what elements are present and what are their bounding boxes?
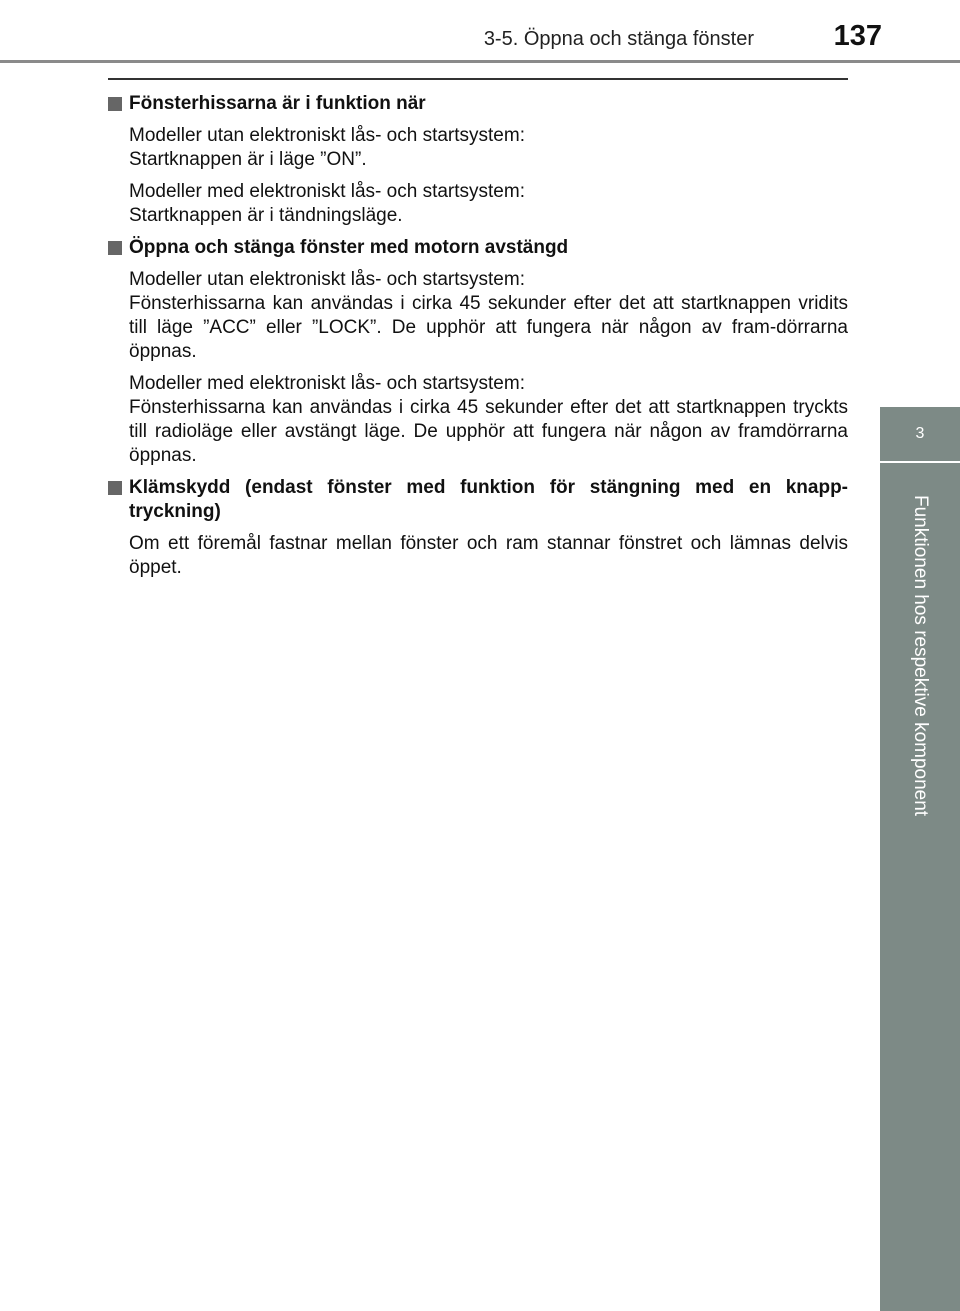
square-bullet-icon [108,241,122,255]
section-heading: Öppna och stänga fönster med motorn avstängd [108,236,848,260]
page-header [0,0,960,60]
section-heading: Fönsterhissarna är i funktion när [108,92,848,116]
paragraph: Om ett föremål fastnar mellan fönster och ram stannar fönstret och lämnas delvis öppet. [129,533,848,578]
header-rule [0,60,960,63]
section-jam-protection [108,476,848,580]
header-title: 3-5. Öppna och stänga fönster [483,28,754,50]
section-window-function [108,92,848,228]
section-engine-off [108,236,848,468]
square-bullet-icon [108,481,122,495]
content [108,92,848,588]
section-heading: Klämskydd (endast fönster med funktion för stängning med en knapp-tryckning) [108,476,848,524]
paragraph: Modeller med elektroniskt lås- och startsystem: Fönsterhissarna kan användas i cirka 45 sekunder efter det att startknappen tryckts till radioläge eller avstängt läge. De upphör att fungera när någon av framdörrarna öppnas. [129,373,848,466]
chapter-tab: 3 [880,407,960,461]
page-number: 137 [833,20,882,52]
chapter-label: Funktionen hos respektive komponent [910,495,931,817]
paragraph: Modeller med elektroniskt lås- och startsystem: Startknappen är i tändningsläge. [129,181,525,226]
section-rule [108,78,848,80]
paragraph: Modeller utan elektroniskt lås- och startsystem: Fönsterhissarna kan användas i cirka 45 sekunder efter det att startknappen vridits till läge ”ACC” eller ”LOCK”. De upphör att fungera när någon av fram-dörrarna öppnas. [129,269,848,362]
paragraph: Modeller utan elektroniskt lås- och startsystem: Startknappen är i läge ”ON”. [129,125,525,170]
square-bullet-icon [108,97,122,111]
